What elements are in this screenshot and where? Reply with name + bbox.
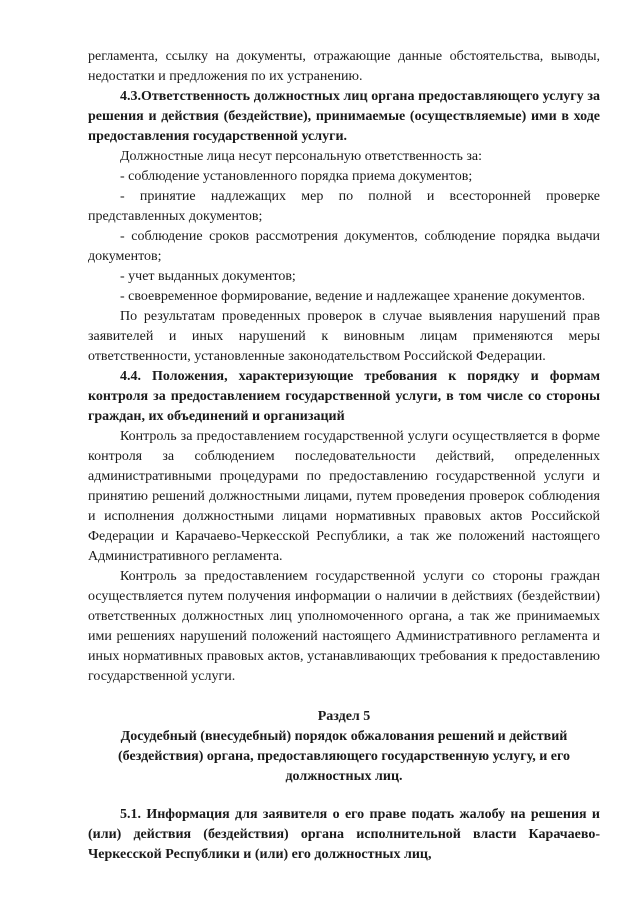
- list-item: - соблюдение установленного порядка приема документов;: [120, 169, 473, 184]
- results-paragraph: По результатам проведенных проверок в случае выявления нарушений прав заявителей и иных нарушений к виновным лицам применяются меры ответственности, установленные законодательством Российской Федерации.: [88, 309, 600, 364]
- section-label: Раздел 5: [317, 709, 371, 724]
- heading-5-1: 5.1. Информация для заявителя о его праве подать жалобу на решения и (или) действия (бездействия) органа исполнительной власти Карачаево-Черкесской Республики и (или) его должностных лиц,: [88, 807, 600, 862]
- list-item: - своевременное формирование, ведение и надлежащее хранение документов.: [120, 289, 586, 304]
- control-paragraph-1: Контроль за предоставлением государственной услуги осуществляется в форме контроля за соблюдением последовательности действий, определенных административными процедурами по предоставлению государственной услуги и принятию решений должностными лицами, путем проведения проверок соблюдения и исполнения должностными лицами нормативных правовых актов Российской Федерации и Карачаево-Черкесской Республики, а так же положений настоящего Административного регламента.: [88, 429, 600, 564]
- heading-4-4: 4.4. Положения, характеризующие требования к порядку и формам контроля за предоставлением государственной услуги, в том числе со стороны граждан, их объединений и организаций: [88, 369, 600, 424]
- document-page: [88, 47, 600, 865]
- section-title: Досудебный (внесудебный) порядок обжалования решений и действий (бездействия) органа, предоставляющего государственную услугу, и его должностных лиц.: [118, 729, 570, 784]
- heading-4-3: 4.3.Ответственность должностных лиц органа предоставляющего услугу за решения и действия (бездействие), принимаемые (осуществляемые) ими в ходе предоставления государственной услуги.: [88, 89, 600, 144]
- intro-paragraph: регламента, ссылку на документы, отражающие данные обстоятельства, выводы, недостатки и предложения по их устранению.: [88, 49, 600, 84]
- list-item: - учет выданных документов;: [120, 269, 296, 284]
- control-paragraph-2: Контроль за предоставлением государственной услуги со стороны граждан осуществляется путем получения информации о наличии в действиях (бездействии) ответственных должностных лиц уполномоченного органа, а так же принимаемых ими решениях нарушений положений настоящего Административного регламента и иных нормативных правовых актов, устанавливающих требования к предоставлению государственной услуги.: [88, 569, 600, 684]
- list-item: - соблюдение сроков рассмотрения документов, соблюдение порядка выдачи документов;: [88, 229, 600, 264]
- list-item: - принятие надлежащих мер по полной и всесторонней проверке представленных документов;: [88, 189, 600, 224]
- responsibility-intro: Должностные лица несут персональную ответственность за:: [120, 149, 482, 164]
